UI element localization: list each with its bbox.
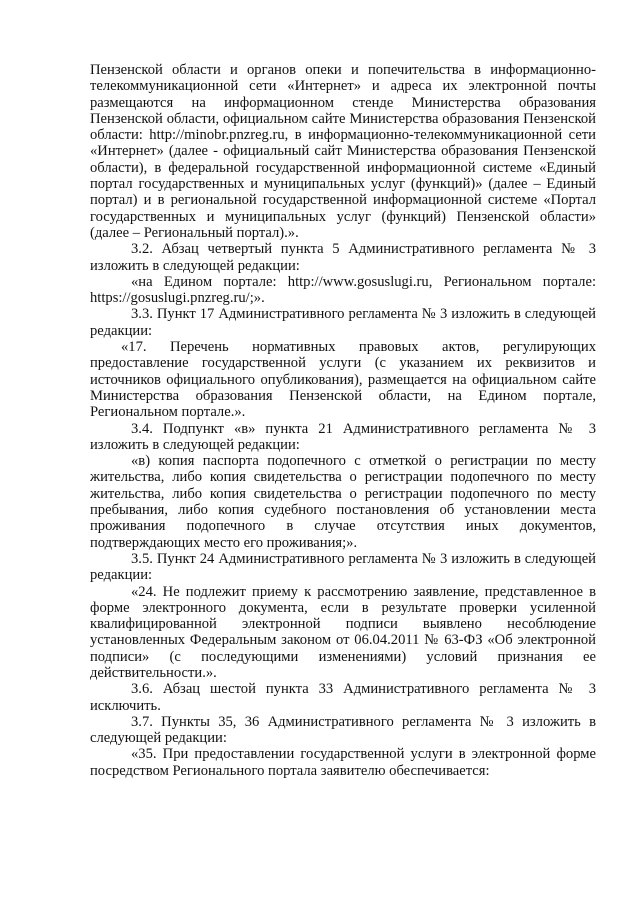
paragraph-intro: Пензенской области и органов опеки и попечительства в информационно-телекоммуникационной сети «Интернет» и адреса их электронной почты размещаются на информационном стенде Министерства образования Пензенской области, официальном сайте Министерства образования Пензенской области: http://minobr.pnzreg.ru, в информационно-телекоммуникационной сети «Интернет» (далее - официальный сайт Министерства образования Пензенской области), в федеральной государственной информационной системе «Единый портал государственных и муниципальных услуг (функций)» (далее – Единый портал) и в региональной государственной информационной системе «Портал государственных и муниципальных услуг (функций) Пензенской области» (далее – Региональный портал).». — [90, 62, 596, 241]
paragraph-3-3: 3.3. Пункт 17 Административного регламента № 3 изложить в следующей редакции: — [90, 306, 596, 339]
paragraph-3-2: 3.2. Абзац четвертый пункта 5 Административного регламента № 3 изложить в следующей редакции: — [90, 241, 596, 274]
paragraph-3-5: 3.5. Пункт 24 Административного регламента № 3 изложить в следующей редакции: — [90, 550, 596, 584]
paragraph-3-3-quote: «17. Перечень нормативных правовых актов, регулирующих предоставление государственной услуги (с указанием их реквизитов и источников официального опубликования), размещается на официальном сайте Министерства образования Пензенской области, на Едином портале, Региональном портале.». — [90, 339, 596, 421]
paragraph-3-2-quote: «на Едином портале: http://www.gosuslugi.ru, Региональном портале: https://gosuslugi.pnzreg.ru/;». — [90, 273, 596, 307]
paragraph-3-4-quote: «в) копия паспорта подопечного с отметкой о регистрации по месту жительства, либо копия свидетельства о регистрации подопечного по месту жительства, либо копия свидетельства о регистрации подопечного по месту пребывания, либо копия судебного постановления об установлении места проживания подопечного в случае отсутствия иных документов, подтверждающих место его проживания;». — [90, 453, 596, 551]
paragraph-3-6: 3.6. Абзац шестой пункта 33 Административного регламента № 3 исключить. — [90, 681, 596, 714]
paragraph-3-5-quote: «24. Не подлежит приему к рассмотрению заявление, представленное в форме электронного документа, если в результате проверки усиленной квалифицированной электронной подписи выявлено несоблюдение установленных Федеральным законом от 06.04.2011 № 63-ФЗ «Об электронной подписи» (с последующими изменениями) условий признания ее действительности.». — [90, 583, 596, 681]
paragraph-3-7-quote: «35. При предоставлении государственной услуги в электронной форме посредством Регионального портала заявителю обеспечивается: — [90, 746, 596, 779]
document-page — [90, 62, 596, 779]
paragraph-3-4: 3.4. Подпункт «в» пункта 21 Административного регламента № 3 изложить в следующей редакции: — [90, 420, 596, 453]
paragraph-3-7: 3.7. Пункты 35, 36 Административного регламента № 3 изложить в следующей редакции: — [90, 713, 596, 747]
